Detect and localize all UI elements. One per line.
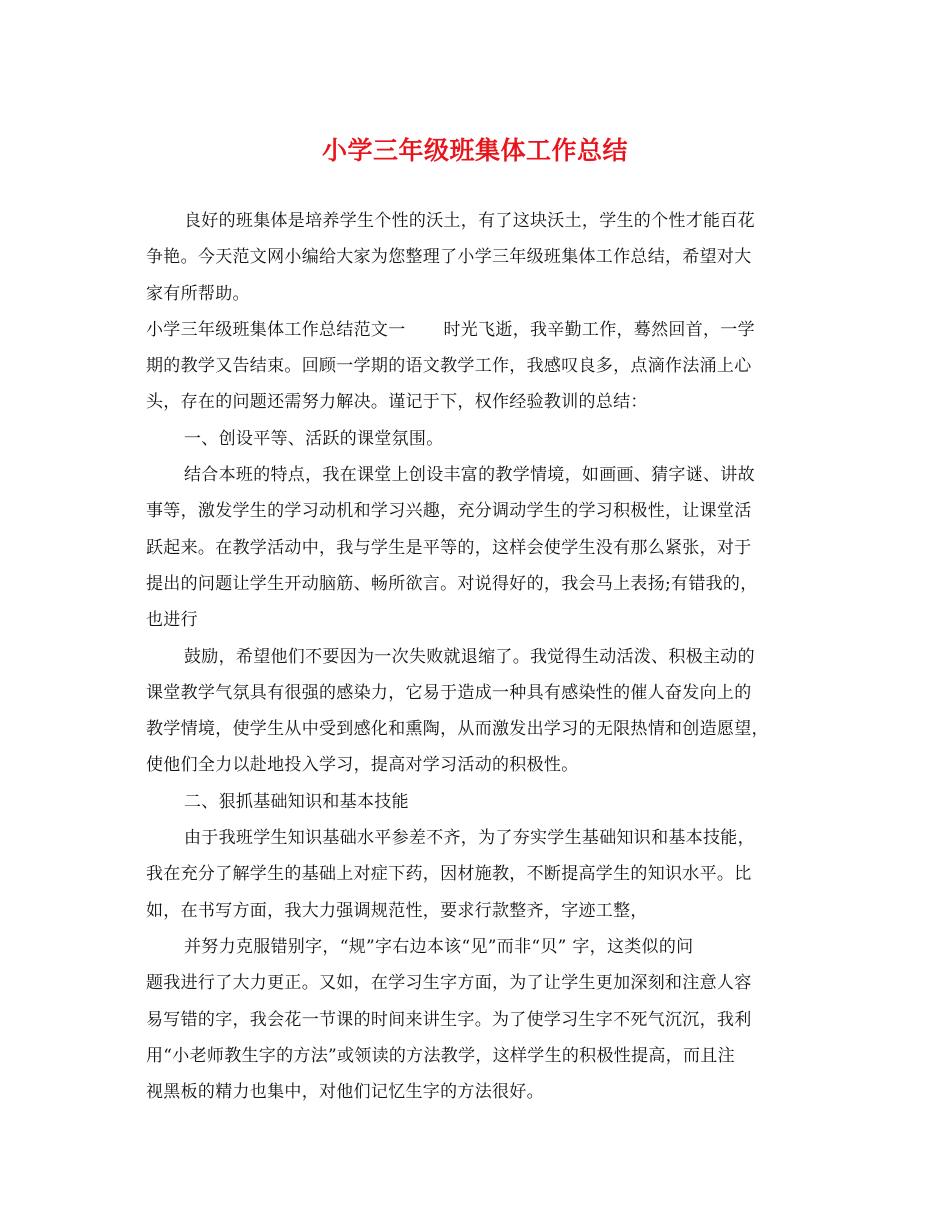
paragraph-line: 也进行 — [146, 610, 198, 631]
paragraph-line: 教学情境，使学生从中受到感化和熏陶，从而激发出学习的无限热情和创造愿望， — [146, 719, 769, 740]
paragraph-line: 家有所帮助。 — [146, 283, 250, 304]
paragraph-line: 期的教学又告结束。回顾一学期的语文教学工作，我感叹良多，点滴作法涌上心 — [146, 356, 752, 377]
paragraph-line: 事等，激发学生的学习动机和学习兴趣，充分调动学生的学习积极性，让课堂活 — [146, 501, 752, 522]
paragraph-line: 良好的班集体是培养学生个性的沃土，有了这块沃土，学生的个性才能百花 — [184, 211, 755, 231]
paragraph-line: 跃起来。在教学活动中，我与学生是平等的，这样会使学生没有那么紧张，对于 — [146, 537, 752, 558]
paragraph-line: 并努力克服错别字，“规”字右边本该“见”而非“贝” 字，这类似的问 — [184, 936, 694, 957]
section-heading: 二、狠抓基础知识和基本技能 — [184, 791, 409, 812]
paragraph-line: 争艳。今天范文网小编给大家为您整理了小学三年级班集体工作总结，希望对大 — [146, 247, 752, 268]
paragraph-line: 课堂教学气氛具有很强的感染力，它易于造成一种具有感染性的催人奋发向上的 — [146, 682, 752, 703]
paragraph-line: 结合本班的特点，我在课堂上创设丰富的教学情境，如画画、猜字谜、讲故 — [184, 465, 755, 486]
paragraph-line: 鼓励，希望他们不要因为一次失败就退缩了。我觉得生动活泼、积极主动的 — [184, 646, 755, 667]
paragraph-line: 小学三年级班集体工作总结范文一 时光飞逝，我辛勤工作，蓦然回首，一学 — [146, 319, 755, 340]
paragraph-line: 用“小老师教生字的方法”或领读的方法教学，这样学生的积极性提高，而且注 — [146, 1045, 735, 1066]
section-heading-sample-one: 小学三年级班集体工作总结范文一 — [146, 319, 406, 340]
document-body — [146, 203, 811, 1110]
paragraph-line: 提出的问题让学生开动脑筋、畅所欲言。对说得好的，我会马上表扬;有错我的， — [146, 573, 758, 594]
document-title: 小学三年级班集体工作总结 — [321, 136, 628, 165]
paragraph-line: 易写错的字，我会花一节课的时间来讲生字。为了使学习生字不死气沉沉，我利 — [146, 1009, 752, 1030]
paragraph-line: 我在充分了解学生的基础上对症下药，因材施教，不断提高学生的知识水平。比 — [146, 864, 752, 885]
paragraph-line: 由于我班学生知识基础水平参差不齐，为了夯实学生基础知识和基本技能， — [184, 828, 755, 849]
paragraph-line: 头，存在的问题还需努力解决。谨记于下，权作经验教训的总结： — [146, 392, 648, 413]
paragraph-line: 使他们全力以赴地投入学习，提高对学习活动的积极性。 — [146, 755, 579, 776]
paragraph-line: 题我进行了大力更正。又如，在学习生字方面，为了让学生更加深刻和注意人容 — [146, 973, 752, 994]
section-heading: 一、创设平等、活跃的课堂氛围。 — [184, 428, 444, 449]
paragraph-line: 视黑板的精力也集中，对他们记忆生字的方法很好。 — [146, 1082, 544, 1103]
paragraph-line: 如，在书写方面，我大力强调规范性，要求行款整齐，字迹工整， — [146, 900, 648, 921]
